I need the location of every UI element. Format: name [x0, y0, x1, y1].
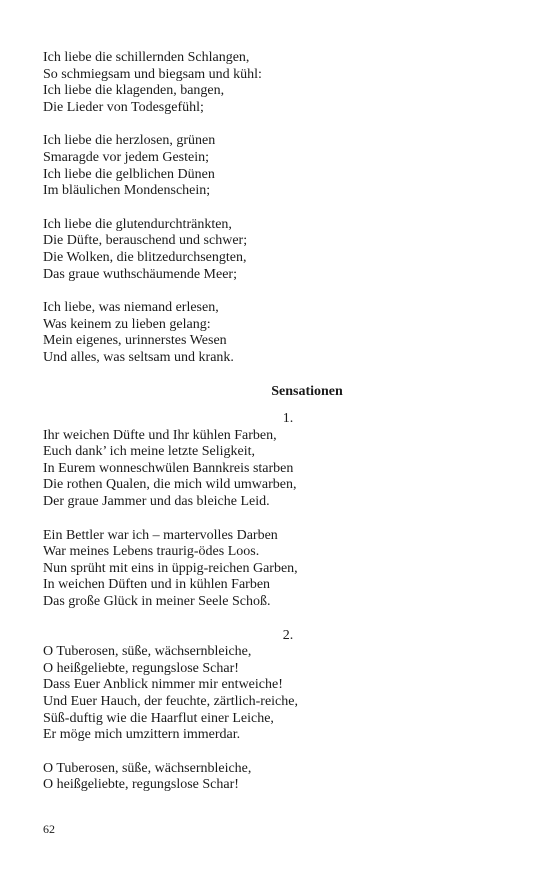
page-number: 62 [43, 822, 55, 836]
poem-line: O heißgeliebte, regungslose Schar! [43, 777, 239, 793]
poem-line: Das graue wuthschäumende Meer; [43, 266, 237, 282]
stanza [43, 761, 483, 794]
poem-line: Dass Euer Anblick nimmer mir entweiche! [43, 677, 283, 693]
poem-line: Was keinem zu lieben gelang: [43, 316, 211, 332]
poem-line: Ihr weichen Düfte und Ihr kühlen Farben, [43, 427, 277, 443]
poem-line: Smaragde vor jedem Gestein; [43, 149, 210, 165]
poem-line: Das große Glück in meiner Seele Schoß. [43, 594, 271, 610]
poem-line: Mein eigenes, urinnerstes Wesen [43, 333, 227, 349]
poem-line: Und Euer Hauch, der feuchte, zärtlich-reiche, [43, 694, 298, 709]
poem-line: Euch dank’ ich meine letzte Seligkeit, [43, 444, 255, 460]
poem-line: War meines Lebens traurig-ödes Loos. [43, 544, 260, 560]
stanza [43, 428, 483, 511]
stanza [43, 300, 483, 366]
poem-line: Die rothen Qualen, die mich wild umwarben, [43, 477, 297, 493]
poem-line: Er möge mich umzittern immerdar. [43, 727, 241, 743]
page-content [43, 50, 483, 811]
section-number: 2. [282, 627, 294, 643]
poem-line: So schmiegsam und biegsam und kühl: [43, 66, 262, 82]
poem-line: Ich liebe die schillernden Schlangen, [43, 50, 250, 65]
stanza [43, 528, 483, 611]
poem-line: In weichen Düften und in kühlen Farben [43, 577, 271, 593]
poem-line: Ich liebe die glutendurchtränkten, [43, 216, 232, 232]
stanza [43, 133, 483, 199]
poem-line: Der graue Jammer und das bleiche Leid. [43, 494, 270, 510]
poem-line: Im bläulichen Mondenschein; [43, 183, 211, 199]
poem-line: Die Düfte, berauschend und schwer; [43, 233, 248, 249]
poem-line: Nun sprüht mit eins in üppig-reichen Garben, [43, 560, 298, 576]
poem-line: O heißgeliebte, regungslose Schar! [43, 660, 239, 676]
poem-line: Die Wolken, die blitzedurchsengten, [43, 249, 247, 265]
poem-line: O Tuberosen, süße, wächsernbleiche, [43, 760, 252, 776]
poem-title: Sensationen [271, 383, 343, 399]
poem-line: Und alles, was seltsam und krank. [43, 349, 234, 365]
stanza [43, 217, 483, 283]
poem-line: Die Lieder von Todesgefühl; [43, 99, 204, 115]
stanza [43, 50, 483, 116]
poem-line: O Tuberosen, süße, wächsernbleiche, [43, 644, 252, 660]
poem-line: Ich liebe die gelblichen Dünen [43, 166, 215, 182]
poem-line: Ich liebe, was niemand erlesen, [43, 300, 219, 316]
poem-line: Ich liebe die herzlosen, grünen [43, 133, 216, 149]
poem-line: Süß-duftig wie die Haarflut einer Leiche, [43, 710, 274, 726]
poem-line: In Eurem wonneschwülen Bannkreis starben [43, 460, 294, 476]
poem-line: Ich liebe die klagenden, bangen, [43, 83, 225, 99]
stanza [43, 644, 483, 744]
section-number: 1. [282, 411, 294, 427]
poem-line: Ein Bettler war ich – martervolles Darben [43, 527, 278, 543]
